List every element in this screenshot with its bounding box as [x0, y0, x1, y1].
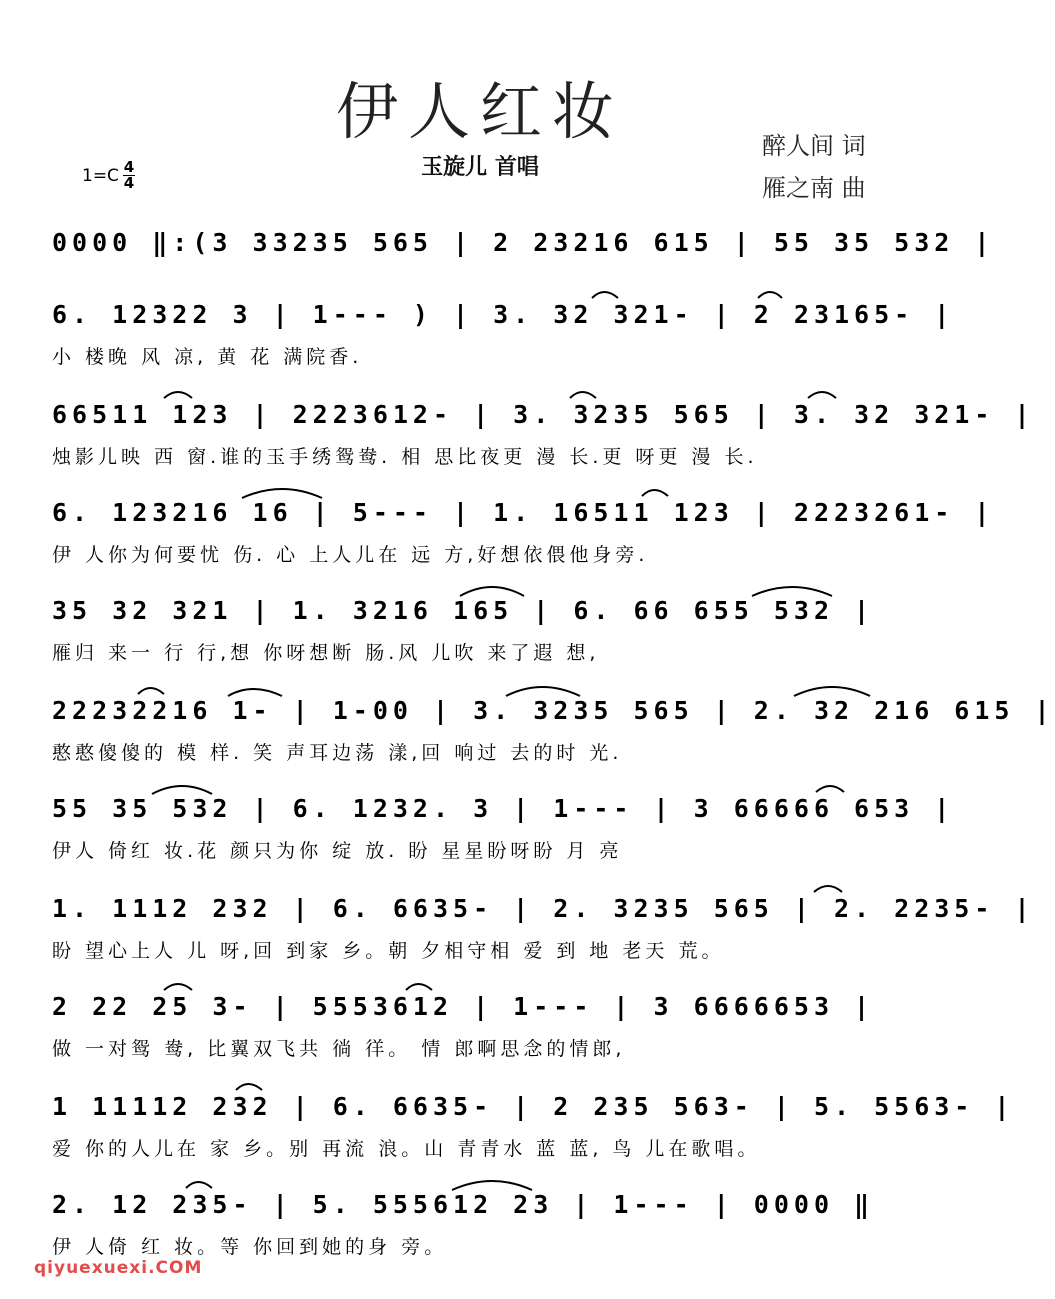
notation-line: 2. 12 235- | 5. 555612 23 | 1--- | 0000 ‖ — [52, 1190, 875, 1219]
notation-line: 6. 12322 3 | 1--- ) | 3. 32 321- | 2 23165- | — [52, 300, 955, 329]
singer-credit: 玉旋儿 首唱 — [421, 155, 539, 180]
notation-line: 2 22 25 3- | 5553612 | 1--- | 3 6666653 | — [52, 992, 875, 1021]
lyric-line: 伊 人倚 红 妆。等 你回到她的身 旁。 — [52, 1236, 448, 1258]
site-watermark: qiyuexuexi.COM — [34, 1258, 203, 1278]
lyric-line: 烛影儿映 西 窗.谁的玉手绣鸳鸯. 相 思比夜更 漫 长.更 呀更 漫 长. — [52, 446, 758, 468]
time-bottom: 4 — [123, 174, 135, 192]
lyric-line: 伊人 倚红 妆.花 颜只为你 绽 放. 盼 星星盼呀盼 月 亮 — [52, 840, 623, 862]
credits-block — [762, 125, 866, 209]
notation-line: 0000 ‖:(3 33235 565 | 2 23216 615 | 55 35 532 | — [52, 228, 995, 257]
lyric-line: 爱 你的人儿在 家 乡。别 再流 浪。山 青青水 蓝 蓝, 鸟 儿在歌唱。 — [52, 1138, 761, 1160]
lyric-line: 雁归 来一 行 行,想 你呀想断 肠.风 儿吹 来了遐 想, — [52, 642, 600, 664]
lyric-line: 做 一对鸳 鸯, 比翼双飞共 徜 徉。 情 郎啊思念的情郎, — [52, 1038, 626, 1060]
notation-line: 22232216 1- | 1-00 | 3. 3235 565 | 2. 32 216 615 | — [52, 696, 1055, 725]
key-label: 1=C — [82, 165, 119, 186]
song-title: 伊人红妆 — [335, 75, 624, 148]
notation-line: 55 35 532 | 6. 1232. 3 | 1--- | 3 66666 653 | — [52, 794, 955, 823]
lyricist-credit: 醉人间 词 — [762, 132, 866, 160]
time-signature — [123, 160, 135, 191]
composer-credit: 雁之南 曲 — [762, 174, 866, 202]
time-top: 4 — [123, 158, 135, 176]
notation-line: 1. 1112 232 | 6. 6635- | 2. 3235 565 | 2. 2235- | — [52, 894, 1035, 923]
lyric-line: 盼 望心上人 儿 呀,回 到家 乡。朝 夕相守相 爱 到 地 老天 荒。 — [52, 940, 725, 962]
key-signature — [82, 160, 135, 191]
lyric-line: 憨憨傻傻的 模 样. 笑 声耳边荡 漾,回 响过 去的时 光. — [52, 742, 623, 764]
notation-line: 6. 123216 16 | 5--- | 1. 16511 123 | 2223261- | — [52, 498, 995, 527]
lyric-line: 伊 人你为何要忧 伤. 心 上人儿在 远 方,好想依偎他身旁. — [52, 544, 649, 566]
notation-line: 35 32 321 | 1. 3216 165 | 6. 66 655 532 | — [52, 596, 875, 625]
notation-line: 1 11112 232 | 6. 6635- | 2 235 563- | 5. 5563- | — [52, 1092, 1015, 1121]
lyric-line: 小 楼晚 风 凉, 黄 花 满院香. — [52, 346, 363, 368]
notation-line: 66511 123 | 2223612- | 3. 3235 565 | 3. 32 321- | — [52, 400, 1035, 429]
